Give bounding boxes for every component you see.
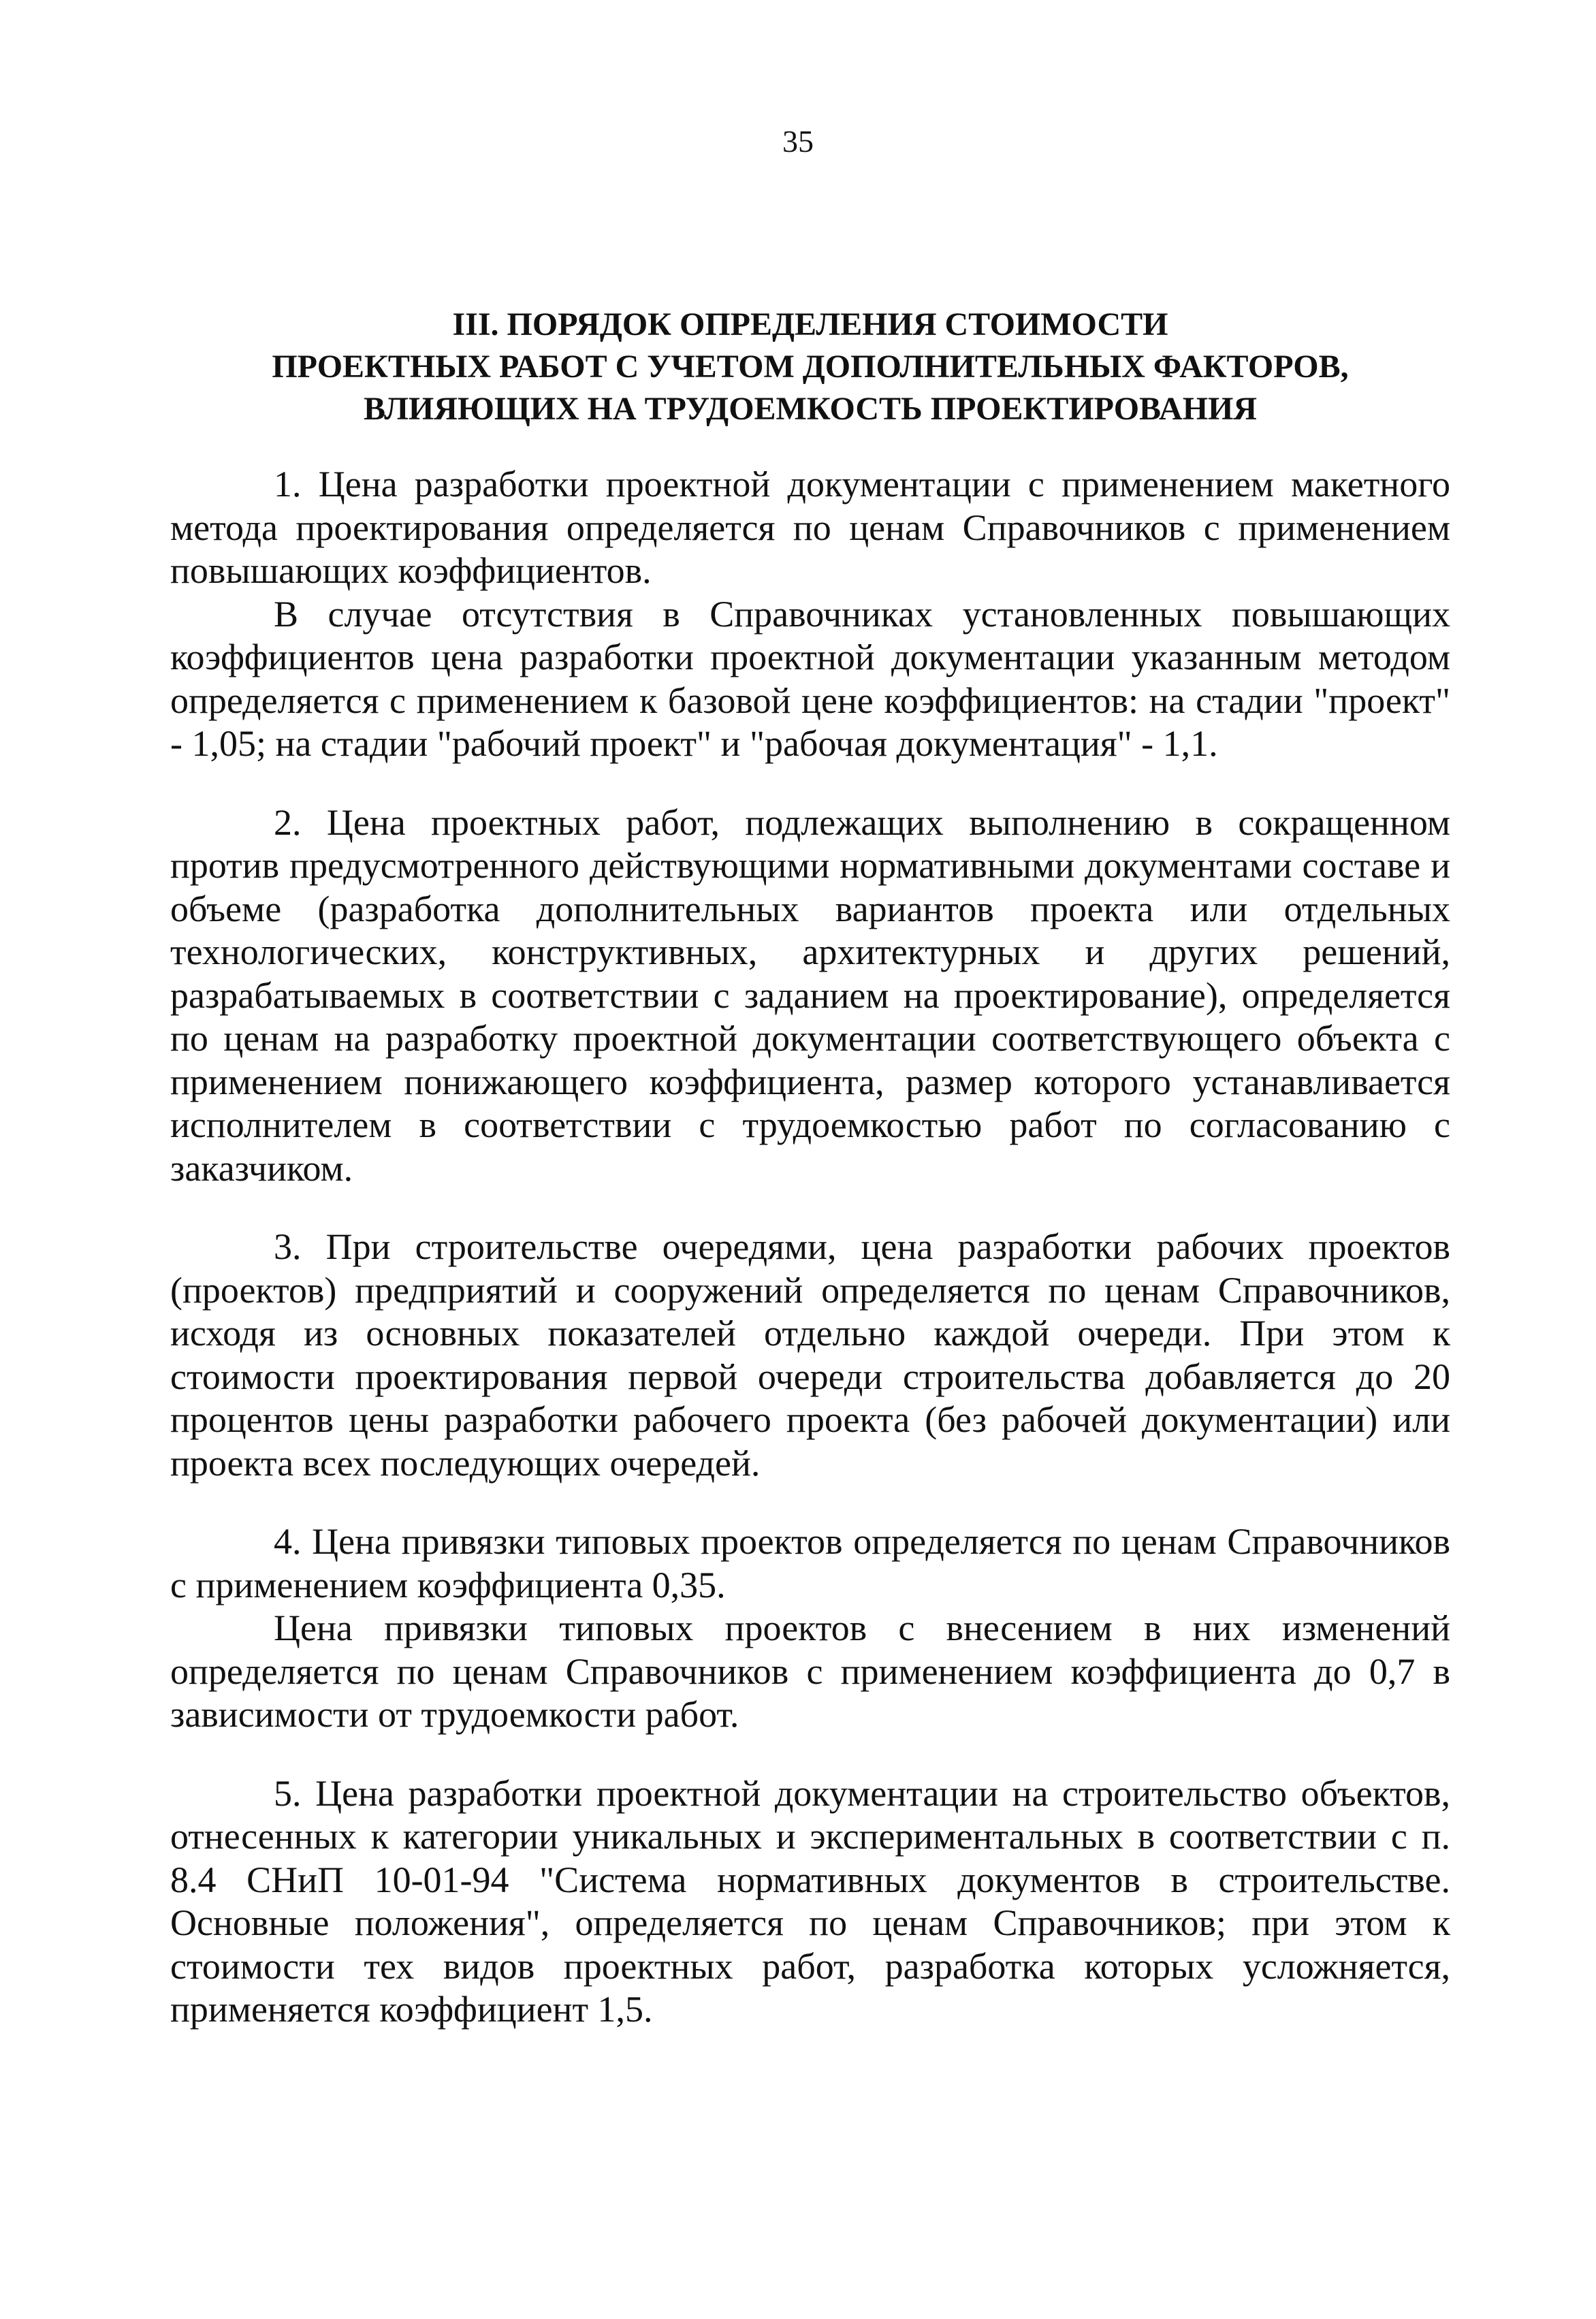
section-title-line: ВЛИЯЮЩИХ НА ТРУДОЕМКОСТЬ ПРОЕКТИРОВАНИЯ [363,391,1258,427]
document-body [170,463,1450,2032]
paragraph-item-3: 3. При строительстве очередями, цена разработки рабочих проектов (проектов) предприятий и сооружений определяется по ценам Справочников, исходя из основных показателей отдельно каждой очереди. При этом к стоимости проектирования первой очереди строительства добавляется до 20 процентов цены разработки рабочего проекта (без рабочей документации) или проекта всех последующих очередей. [170,1226,1450,1484]
section-title-line: III. ПОРЯДОК ОПРЕДЕЛЕНИЯ СТОИМОСТИ [452,306,1168,342]
section-title [170,304,1450,430]
paragraph-item-1-continued: В случае отсутствия в Справочниках установленных повышающих коэффициентов цена разработки проектной документации указанным методом определяется с применением к базовой цене коэффициентов: на стадии "проект" - 1,05; на стадии "рабочий проект" и "рабочая документация" - 1,1. [170,593,1450,764]
paragraph-item-4-continued: Цена привязки типовых проектов с внесением в них изменений определяется по ценам Справочников с применением коэффициента до 0,7 в зависимости от трудоемкости работ. [170,1608,1450,1735]
paragraph-item-1: 1. Цена разработки проектной документации с применением макетного метода проектирования определяется по ценам Справочников с применением повышающих коэффициентов. [170,464,1450,591]
section-title-line: ПРОЕКТНЫХ РАБОТ С УЧЕТОМ ДОПОЛНИТЕЛЬНЫХ ФАКТОРОВ, [272,349,1349,385]
paragraph-item-4: 4. Цена привязки типовых проектов определяется по ценам Справочников с применением коэффициента 0,35. [170,1521,1450,1605]
page-number: 35 [782,124,814,159]
paragraph-item-2: 2. Цена проектных работ, подлежащих выполнению в сокращенном против предусмотренного действующими нормативными документами составе и объеме (разработка дополнительных вариантов проекта или отдельных технологических, конструктивных, архитектурных и других решений, разрабатываемых в соответствии с заданием на проектирование), определяется по ценам на разработку проектной документации соответствующего объекта с применением понижающего коэффициента, размер которого устанавливается исполнителем в соответствии с трудоемкостью работ по согласованию с заказчиком. [170,801,1450,1189]
paragraph-item-5: 5. Цена разработки проектной документации на строительство объектов, отнесенных к категории уникальных и экспериментальных в соответствии с п. 8.4 СНиП 10-01-94 "Система нормативных документов в строительстве. Основные положения", определяется по ценам Справочников; при этом к стоимости тех видов проектных работ, разработка которых усложняется, применяется коэффициент 1,5. [170,1772,1450,2030]
